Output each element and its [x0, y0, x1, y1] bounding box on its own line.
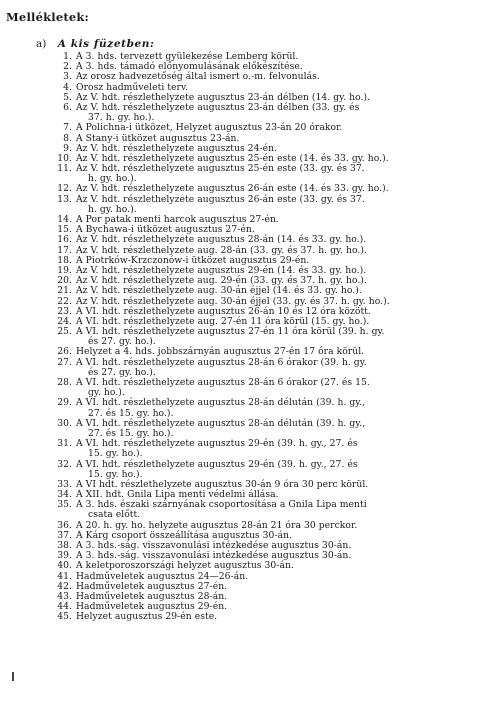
list-item — [0, 103, 493, 113]
list-item-continuation — [0, 449, 493, 459]
list-item — [0, 572, 493, 582]
list-item-number: 25. — [57, 326, 72, 338]
list-item-number: 39. — [57, 550, 72, 562]
list-item-text: A 3. hds.-ság. visszavonulási intézkedése augusztus 30-án. — [76, 550, 352, 562]
list-item-number: 35. — [57, 499, 72, 511]
list-item-number: 15. — [57, 224, 72, 236]
list-item-text: Az V. hdt. részlethelyzete augusztus 26-án este (14. és 33. gy. ho.). — [76, 183, 389, 195]
list-item — [0, 72, 493, 82]
list-item — [0, 582, 493, 592]
list-item-number: 43. — [57, 590, 72, 602]
list-item-number: 8. — [63, 132, 72, 144]
list-item-number: 14. — [57, 214, 72, 225]
list-item — [0, 419, 493, 429]
list-item-text: A VI. hdt. részlethelyzete aug. 27-én 11 óra körül (15. gy. ho.). — [76, 315, 370, 327]
margin-mark — [12, 672, 14, 681]
list-item-number: 16. — [57, 234, 72, 246]
appendix-list — [0, 52, 493, 623]
list-item-number: 21. — [57, 285, 72, 297]
page-heading: Mellékletek: — [6, 10, 89, 24]
list-item — [0, 460, 493, 470]
list-item-text: A VI. hdt. részlethelyzete augusztus 28-án délután (39. h. gy., — [76, 397, 366, 409]
list-item-text: A Por patak menti harcok augusztus 27-én. — [76, 214, 279, 225]
list-item-number: 23. — [57, 305, 72, 317]
list-item-text: Az V. hdt. részlethelyzete aug. 29-én (33. gy. és 37. h. gy. ho.). — [76, 275, 367, 287]
list-item-text: A Kárg csoport összeállítása augusztus 30-án. — [76, 529, 293, 541]
list-item-number: 30. — [57, 417, 72, 429]
list-item — [0, 286, 493, 296]
list-item-number: 42. — [57, 580, 72, 592]
list-item-text: Az V. hdt. részlethelyzete augusztus 25-én este (33. gy. és 37. — [76, 163, 365, 175]
list-item — [0, 327, 493, 337]
list-item-text: Az V. hdt. részlethelyzete augusztus 25-én este (14. és 33. gy. ho.). — [76, 152, 389, 164]
list-item-number: 13. — [57, 193, 72, 205]
list-item-number: 5. — [63, 91, 72, 103]
list-item — [0, 612, 493, 622]
list-item-number: 38. — [57, 540, 72, 551]
list-item-text: A VI. hdt. részlethelyzete augusztus 28-án 6 órakor (27. és 15. — [76, 377, 370, 388]
list-item-text: A VI. hdt. részlethelyzete augusztus 28-án délután (39. h. gy., — [76, 417, 366, 429]
list-item-text: A VI hdt. részlethelyzete augusztus 30-án 9 óra 30 perc körül. — [76, 478, 369, 490]
list-item-number: 6. — [63, 101, 72, 113]
list-item-text: A Piotrków-Krzczonów-i ütközet augusztus 29-én. — [76, 254, 310, 266]
list-item — [0, 398, 493, 408]
list-item-number: 22. — [57, 295, 72, 307]
list-item-text: és 27. gy. ho.). — [88, 336, 156, 348]
list-item-text: A VI. hdt. részlethelyzete augusztus 28-án 6 órakor (39. h. gy. — [76, 356, 367, 368]
list-item-text: A 3. hds. északi szárnyának csoportosítása a Gnila Lipa menti — [76, 499, 367, 511]
list-item-text: A keletporoszországi helyzet augusztus 30-án. — [76, 560, 294, 572]
list-item-number: 1. — [63, 51, 72, 62]
list-item-text: A VI. hdt. részlethelyzete augusztus 29-én (39. h. gy., 27. és — [76, 438, 358, 450]
list-item-text: A Bychawa-i ütközet augusztus 27-én. — [76, 224, 255, 236]
list-item-text: Az V. hdt. részlethelyzete aug. 30-án éjjel (14. és 33. gy. ho.). — [76, 285, 362, 297]
list-item-number: 17. — [57, 244, 72, 256]
list-item-number: 7. — [63, 122, 72, 134]
list-item-text: 27. és 15. gy. ho.). — [88, 427, 174, 439]
list-item-text: gy. ho.). — [88, 387, 125, 399]
list-item-number: 3. — [63, 71, 72, 83]
list-item-text: Az V. hdt. részlethelyzete augusztus 28-án (14. és 33. gy. ho.). — [76, 234, 367, 246]
list-item-text: Az V. hdt. részlethelyzete augusztus 24-én. — [76, 142, 278, 154]
list-item-number: 27. — [57, 356, 72, 368]
list-item-text: 15. gy. ho.). — [88, 448, 143, 460]
list-item-number: 20. — [57, 275, 72, 287]
section-title: A kis füzetben: — [57, 38, 155, 50]
list-item-text: Az orosz hadvezetőség által ismert o.-m. felvonulás. — [76, 71, 320, 83]
list-item-text: Az V. hdt. részlethelyzete augusztus 23-án délben (14. gy. ho.). — [76, 91, 371, 103]
list-item — [0, 164, 493, 174]
list-item-text: A 3. hds. tervezett gyülekezése Lemberg körül. — [76, 51, 299, 62]
list-item-text: A VI. hdt. részlethelyzete augusztus 29-én (39. h. gy., 27. és — [76, 458, 358, 470]
list-item-number: 10. — [57, 152, 72, 164]
list-item-text: Hadműveletek augusztus 29-én. — [76, 601, 228, 613]
list-item-number: 34. — [57, 489, 72, 501]
list-item — [0, 195, 493, 205]
list-item-number: 19. — [57, 264, 72, 276]
list-item-number: 18. — [57, 254, 72, 266]
list-item-number: 9. — [63, 142, 72, 154]
list-item-text: csata előtt. — [88, 509, 141, 521]
list-item-text: Az V. hdt. részlethelyzete aug. 30-án éjjel (33. gy. és 37. h. gy. ho.). — [76, 295, 390, 307]
list-item-text: Az V. hdt. részlethelyzete augusztus 26-án este (33. gy. és 37. — [76, 193, 365, 205]
list-item-number: 41. — [57, 570, 72, 582]
list-item — [0, 602, 493, 612]
list-item-text: A VI. hdt. részlethelyzete augusztus 26-án 10 és 12 óra között. — [76, 305, 371, 317]
list-item-text: és 27. gy. ho.). — [88, 366, 156, 378]
list-item-text: A Polichna-i ütközet, Helyzet augusztus 23-án 20 órakor. — [76, 122, 343, 134]
list-item-number: 12. — [57, 183, 72, 195]
list-item-number: 37. — [57, 529, 72, 541]
list-item — [0, 592, 493, 602]
list-item-number: 31. — [57, 438, 72, 450]
list-item-number: 11. — [57, 163, 72, 175]
list-item-text: Az V. hdt. részlethelyzete augusztus 29-én (14. és 33. gy. ho.). — [76, 264, 367, 276]
list-item-text: A Stany-i ütközet augusztus 23-án. — [76, 132, 240, 144]
list-item — [0, 439, 493, 449]
list-item-number: 26. — [57, 346, 72, 358]
list-item — [0, 358, 493, 368]
list-item-text: 27. és 15. gy. ho.). — [88, 407, 174, 419]
list-item-number: 28. — [57, 377, 72, 388]
list-item-text: Helyzet augusztus 29-én este. — [76, 611, 218, 623]
list-item — [0, 500, 493, 510]
list-item-number: 24. — [57, 315, 72, 327]
list-item-number: 44. — [57, 601, 72, 613]
list-item-text: Az V. hdt. részlethelyzete augusztus 23-án délben (33. gy. és — [76, 101, 360, 113]
list-item-number: 36. — [57, 519, 72, 531]
list-item-text: h. gy. ho.). — [88, 173, 137, 185]
list-item-text: h. gy. ho.). — [88, 203, 137, 215]
list-item-text: Az V. hdt. részlethelyzete aug. 28-án (33. gy. és 37. h. gy. ho.). — [76, 244, 367, 256]
list-item — [0, 378, 493, 388]
list-item — [0, 123, 493, 133]
section-letter: a) — [36, 38, 47, 50]
list-item-text: A VI. hdt. részlethelyzete augusztus 27-én 11 óra körül (39. h. gy. — [76, 326, 385, 338]
list-item-number: 33. — [57, 478, 72, 490]
list-item-number: 40. — [57, 560, 72, 572]
list-item-text: A XII. hdt. Gnila Lipa menti védelmi állása. — [76, 489, 279, 501]
list-item-text: A 20. h. gy. ho. helyzete augusztus 28-án 21 óra 30 perckor. — [76, 519, 358, 531]
list-item-number: 32. — [57, 458, 72, 470]
section-heading — [36, 38, 155, 50]
list-item-text: Orosz hadműveleti terv. — [76, 81, 189, 93]
list-item-text: A 3. hds.-ság. visszavonulási intézkedése augusztus 30-án. — [76, 540, 352, 551]
list-item-number: 45. — [57, 611, 72, 623]
list-item-text: Hadműveletek augusztus 28-án. — [76, 590, 228, 602]
list-item-number: 29. — [57, 397, 72, 409]
list-item-text: 15. gy. ho.). — [88, 468, 143, 480]
list-item-text: A 3. hds. támadó előnyomulásának előkészítése. — [76, 61, 303, 73]
list-item-number: 2. — [63, 61, 72, 73]
list-item-text: 37. h. gy. ho.). — [88, 112, 155, 124]
list-item-text: Helyzet a 4. hds. jobbszárnyán augusztus 27-én 17 óra körül. — [76, 346, 365, 358]
list-item-text: Hadműveletek augusztus 24—26-án. — [76, 570, 249, 582]
list-item-number: 4. — [63, 81, 72, 93]
list-item-text: Hadműveletek augusztus 27-én. — [76, 580, 228, 592]
